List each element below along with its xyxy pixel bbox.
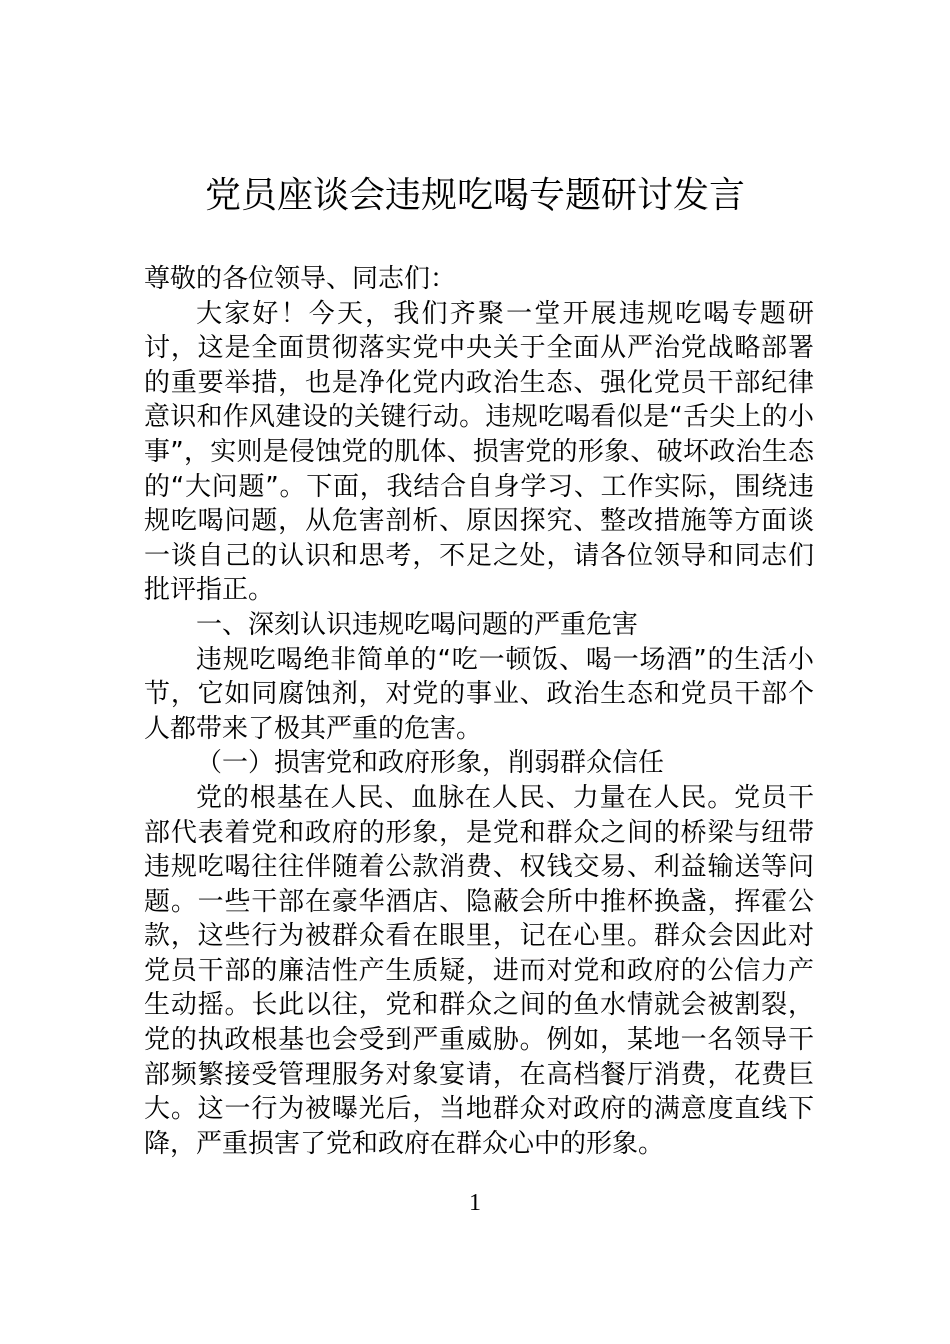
- subsection-heading-1: （一）损害党和政府形象，削弱群众信任: [196, 748, 665, 779]
- page-number: 1: [469, 1190, 481, 1216]
- document-title: 党员座谈会违规吃喝专题研讨发言: [204, 175, 745, 216]
- salutation-paragraph: 尊敬的各位领导、同志们：: [144, 264, 457, 294]
- section-1-paragraph: 违规吃喝绝非简单的“吃一顿饭、喝一场酒”的生活小节，它如同腐蚀剂，对党的事业、政治生态和党员干部个人都带来了极其严重的危害。: [144, 644, 814, 744]
- intro-paragraph: 大家好！今天，我们齐聚一堂开展违规吃喝专题研讨，这是全面贯彻落实党中央关于全面从严治党战略部署的重要举措，也是净化党内政治生态、强化党员干部纪律意识和作风建设的关键行动。违规吃喝看似是“舌尖上的小事”，实则是侵蚀党的肌体、损害党的形象、破坏政治生态的“大问题”。下面，我结合自身学习、工作实际，围绕违规吃喝问题，从危害剖析、原因探究、整改措施等方面谈一谈自己的认识和思考，不足之处，请各位领导和同志们批评指正。: [144, 298, 814, 606]
- document-body: [144, 262, 814, 1161]
- subsection-1-paragraph: 党的根基在人民、血脉在人民、力量在人民。党员干部代表着党和政府的形象，是党和群众之间的桥梁与纽带违规吃喝往往伴随着公款消费、权钱交易、利益输送等问题。一些干部在豪华酒店、隐蔽会所中推杯换盏，挥霍公款，这些行为被群众看在眼里，记在心里。群众会因此对党员干部的廉洁性产生质疑，进而对党和政府的公信力产生动摇。长此以往，党和群众之间的鱼水情就会被割裂，党的执政根基也会受到严重威胁。例如，某地一名领导干部频繁接受管理服务对象宴请，在高档餐厅消费，花费巨大。这一行为被曝光后，当地群众对政府的满意度直线下降，严重损害了党和政府在群众心中的形象。: [144, 782, 814, 1159]
- section-heading-1: 一、深刻认识违规吃喝问题的严重危害: [196, 609, 639, 640]
